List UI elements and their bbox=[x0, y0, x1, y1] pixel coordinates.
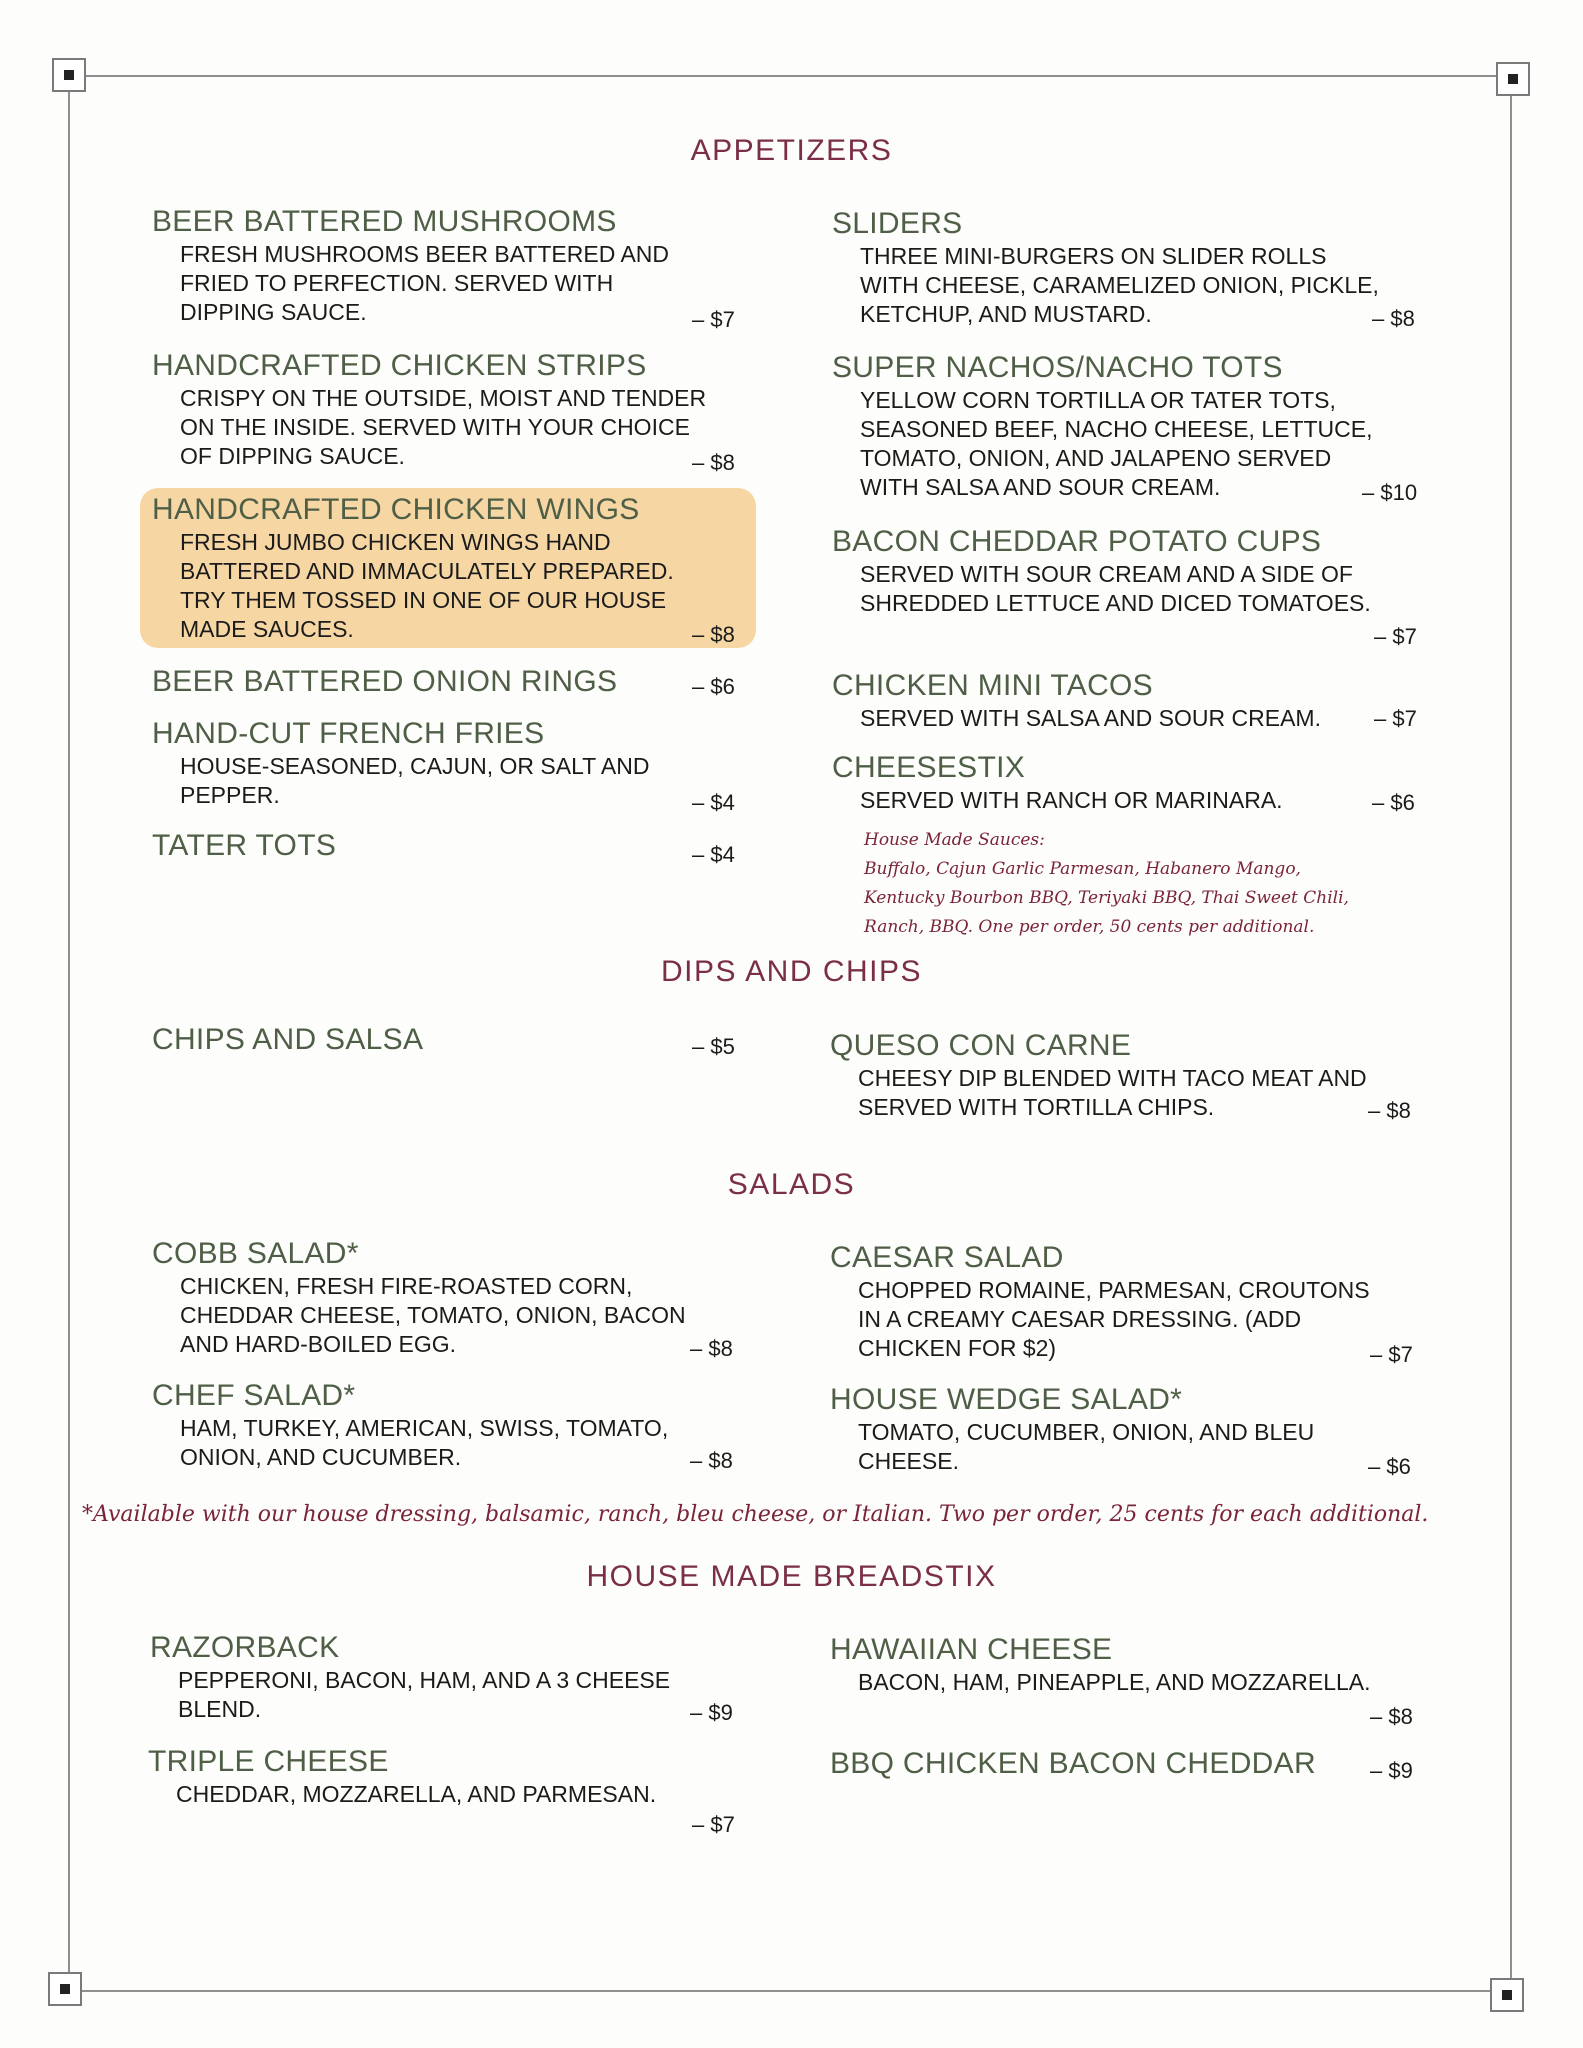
item-name: COBB SALAD* bbox=[152, 1237, 359, 1270]
frame-bottom-line bbox=[62, 1990, 1510, 1992]
item-name: RAZORBACK bbox=[150, 1631, 340, 1664]
price-beer-battered-mushrooms: – $7 bbox=[692, 307, 735, 332]
item-name: BACON CHEDDAR POTATO CUPS bbox=[832, 525, 1322, 558]
menu-item-onion-rings bbox=[152, 664, 617, 700]
item-name: TRIPLE CHEESE bbox=[148, 1745, 389, 1778]
menu-item-house-wedge-salad bbox=[830, 1382, 1314, 1476]
item-description: TOMATO, CUCUMBER, ONION, AND BLEU CHEESE. bbox=[858, 1419, 1315, 1474]
price-chicken-wings: – $8 bbox=[692, 622, 735, 647]
item-description: CHEESY DIP BLENDED WITH TACO MEAT AND SERVED WITH TORTILLA CHIPS. bbox=[858, 1065, 1367, 1120]
item-description: SERVED WITH SALSA AND SOUR CREAM. bbox=[860, 705, 1321, 731]
item-name: HAND-CUT FRENCH FRIES bbox=[152, 717, 545, 750]
price-tater-tots: – $4 bbox=[692, 842, 735, 867]
item-description: FRESH JUMBO CHICKEN WINGS HAND BATTERED AND IMMACULATELY PREPARED. TRY THEM TOSSED IN ONE OF OUR HOUSE MADE SAUCES. bbox=[180, 529, 674, 642]
corner-ornament-bottom-right bbox=[1490, 1978, 1524, 2012]
item-name: SUPER NACHOS/NACHO TOTS bbox=[832, 351, 1283, 384]
price-triple-cheese: – $7 bbox=[692, 1812, 735, 1837]
item-description: SERVED WITH RANCH OR MARINARA. bbox=[860, 787, 1283, 813]
house-made-sauces-note: House Made Sauces: Buffalo, Cajun Garlic Parmesan, Habanero Mango, Kentucky Bourbon BBQ, Teriyaki BBQ, Thai Sweet Chili, Ranch, BBQ. One per order, 50 cents per additional. bbox=[864, 826, 1434, 942]
item-name: CAESAR SALAD bbox=[830, 1241, 1064, 1274]
menu-item-bbq-chicken-bacon-cheddar bbox=[830, 1746, 1316, 1782]
section-title-appetizers: APPETIZERS bbox=[690, 134, 893, 167]
menu-item-potato-cups bbox=[832, 524, 1371, 618]
item-description: CHEDDAR, MOZZARELLA, AND PARMESAN. bbox=[176, 1781, 657, 1807]
item-name: CHEESESTIX bbox=[832, 751, 1026, 784]
item-name: HAWAIIAN CHEESE bbox=[830, 1633, 1113, 1666]
price-sliders: – $8 bbox=[1372, 306, 1415, 331]
item-name: BBQ CHICKEN BACON CHEDDAR bbox=[830, 1747, 1316, 1780]
menu-item-chef-salad bbox=[152, 1378, 668, 1472]
section-title-salads: SALADS bbox=[727, 1168, 856, 1201]
price-chef-salad: – $8 bbox=[690, 1448, 733, 1473]
menu-item-razorback bbox=[150, 1630, 670, 1724]
price-chicken-mini-tacos: – $7 bbox=[1374, 706, 1417, 731]
section-title-dips-and-chips: DIPS AND CHIPS bbox=[660, 955, 923, 988]
menu-item-beer-battered-mushrooms bbox=[152, 204, 669, 327]
section-title-breadstix: HOUSE MADE BREADSTIX bbox=[586, 1560, 997, 1593]
item-name: HANDCRAFTED CHICKEN STRIPS bbox=[152, 349, 647, 382]
item-description: HAM, TURKEY, AMERICAN, SWISS, TOMATO, ONION, AND CUCUMBER. bbox=[180, 1415, 669, 1470]
price-potato-cups: – $7 bbox=[1374, 624, 1417, 649]
item-name: CHEF SALAD* bbox=[152, 1379, 356, 1412]
menu-item-sliders bbox=[832, 206, 1379, 329]
salad-dressing-footnote: *Available with our house dressing, balsamic, ranch, bleu cheese, or Italian. Two per order, 25 cents for each additional. bbox=[82, 1502, 1429, 1527]
corner-ornament-top-right bbox=[1496, 62, 1530, 96]
item-description: THREE MINI-BURGERS ON SLIDER ROLLS WITH CHEESE, CARAMELIZED ONION, PICKLE, KETCHUP, AND MUSTARD. bbox=[860, 243, 1379, 327]
item-description: FRESH MUSHROOMS BEER BATTERED AND FRIED TO PERFECTION. SERVED WITH DIPPING SAUCE. bbox=[180, 241, 670, 325]
price-queso-con-carne: – $8 bbox=[1368, 1098, 1411, 1123]
frame-left-line bbox=[68, 75, 70, 1992]
item-name: BEER BATTERED ONION RINGS bbox=[152, 665, 618, 698]
item-name: TATER TOTS bbox=[152, 829, 337, 862]
menu-item-chicken-wings bbox=[152, 492, 674, 644]
item-description: YELLOW CORN TORTILLA OR TATER TOTS, SEASONED BEEF, NACHO CHEESE, LETTUCE, TOMATO, ONION, AND JALAPENO SERVED WITH SALSA AND SOUR CREAM. bbox=[860, 387, 1373, 500]
item-description: CRISPY ON THE OUTSIDE, MOIST AND TENDER ON THE INSIDE. SERVED WITH YOUR CHOICE OF DIPPING SAUCE. bbox=[180, 385, 707, 469]
item-name: QUESO CON CARNE bbox=[830, 1029, 1132, 1062]
sauces-title: House Made Sauces: bbox=[864, 830, 1045, 850]
price-french-fries: – $4 bbox=[692, 790, 735, 815]
item-description: CHOPPED ROMAINE, PARMESAN, CROUTONS IN A CREAMY CAESAR DRESSING. (ADD CHICKEN FOR $2) bbox=[858, 1277, 1370, 1361]
item-name: CHIPS AND SALSA bbox=[152, 1023, 424, 1056]
item-name: BEER BATTERED MUSHROOMS bbox=[152, 205, 617, 238]
price-bbq-chicken-bacon-cheddar: – $9 bbox=[1370, 1758, 1413, 1783]
price-chicken-strips: – $8 bbox=[692, 450, 735, 475]
menu-item-chicken-mini-tacos bbox=[832, 668, 1321, 733]
price-onion-rings: – $6 bbox=[692, 674, 735, 699]
menu-item-tater-tots bbox=[152, 828, 336, 864]
item-description: HOUSE-SEASONED, CAJUN, OR SALT AND PEPPER. bbox=[180, 753, 650, 808]
menu-item-cobb-salad bbox=[152, 1236, 686, 1359]
frame-top-line bbox=[68, 75, 1516, 77]
item-description: BACON, HAM, PINEAPPLE, AND MOZZARELLA. bbox=[858, 1669, 1371, 1695]
menu-item-chips-and-salsa bbox=[152, 1022, 423, 1058]
corner-ornament-top-left bbox=[52, 58, 86, 92]
item-description: SERVED WITH SOUR CREAM AND A SIDE OF SHREDDED LETTUCE AND DICED TOMATOES. bbox=[860, 561, 1371, 616]
frame-right-line bbox=[1510, 75, 1512, 1992]
item-description: CHICKEN, FRESH FIRE-ROASTED CORN, CHEDDAR CHEESE, TOMATO, ONION, BACON AND HARD-BOILED EGG. bbox=[180, 1273, 686, 1357]
item-name: SLIDERS bbox=[832, 207, 963, 240]
menu-item-caesar-salad bbox=[830, 1240, 1370, 1363]
corner-ornament-bottom-left bbox=[48, 1972, 82, 2006]
price-chips-and-salsa: – $5 bbox=[692, 1034, 735, 1059]
price-cheesestix: – $6 bbox=[1372, 790, 1415, 815]
menu-item-french-fries bbox=[152, 716, 649, 810]
price-house-wedge-salad: – $6 bbox=[1368, 1454, 1411, 1479]
item-name: HOUSE WEDGE SALAD* bbox=[830, 1383, 1183, 1416]
price-caesar-salad: – $7 bbox=[1370, 1342, 1413, 1367]
menu-item-chicken-strips bbox=[152, 348, 706, 471]
item-name: HANDCRAFTED CHICKEN WINGS bbox=[152, 493, 640, 526]
menu-item-triple-cheese bbox=[148, 1744, 656, 1809]
menu-item-super-nachos bbox=[832, 350, 1373, 502]
price-cobb-salad: – $8 bbox=[690, 1336, 733, 1361]
menu-item-queso-con-carne bbox=[830, 1028, 1367, 1122]
item-description: PEPPERONI, BACON, HAM, AND A 3 CHEESE BLEND. bbox=[178, 1667, 671, 1722]
menu-item-cheesestix bbox=[832, 750, 1283, 815]
price-razorback: – $9 bbox=[690, 1700, 733, 1725]
menu-item-hawaiian-cheese bbox=[830, 1632, 1371, 1697]
price-hawaiian-cheese: – $8 bbox=[1370, 1704, 1413, 1729]
price-super-nachos: – $10 bbox=[1362, 480, 1418, 505]
item-name: CHICKEN MINI TACOS bbox=[832, 669, 1153, 702]
